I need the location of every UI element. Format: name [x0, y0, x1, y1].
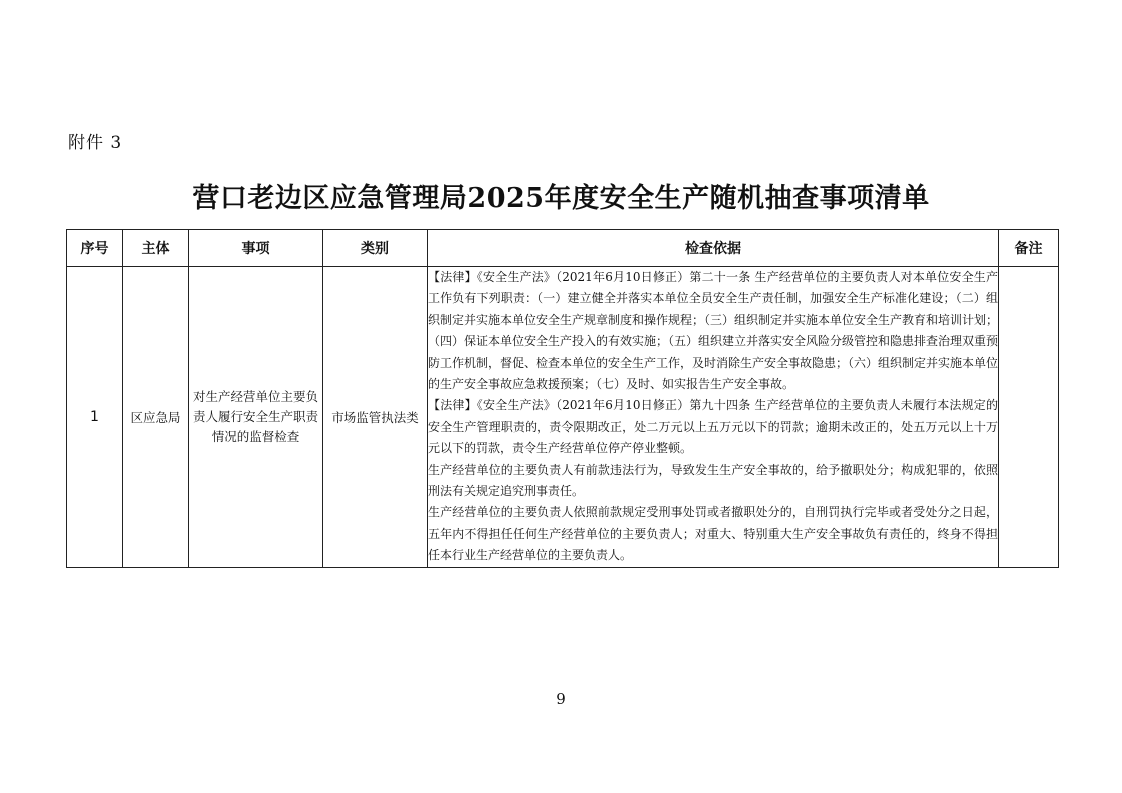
document-title: 营口老边区应急管理局2025年度安全生产随机抽查事项清单 [192, 183, 930, 214]
table-row [67, 267, 1059, 568]
basis-paragraph: 【法律】《安全生产法》（2021年6月10日修正）第二十一条 生产经营单位的主要负责人对本单位安全生产工作负有下列职责：（一）建立健全并落实本单位全员安全生产责任制，加强安全生产标准化建设；（二）组织制定并实施本单位安全生产规章制度和操作规程；（三）组织制定并实施本单位安全生产教育和培训计划；（四）保证本单位安全生产投入的有效实施；（五）组织建立并落实安全风险分级管控和隐患排查治理双重预防工作机制，督促、检查本单位的安全生产工作，及时消除生产安全事故隐患；（六）组织制定并实施本单位的生产安全事故应急救援预案；（七）及时、如实报告生产安全事故。 [428, 270, 999, 392]
row-subject: 区应急局 [123, 267, 189, 568]
header-remarks: 备注 [999, 230, 1059, 267]
header-item: 事项 [189, 230, 323, 267]
page-number: 9 [556, 690, 566, 708]
attachment-label: 附件 3 [68, 133, 123, 153]
row-item: 对生产经营单位主要负责人履行安全生产职责情况的监督检查 [189, 267, 323, 568]
row-remarks [999, 267, 1059, 568]
basis-paragraph: 生产经营单位的主要负责人有前款违法行为，导致发生生产安全事故的，给予撤职处分；构成犯罪的，依照刑法有关规定追究刑事责任。 [428, 462, 998, 499]
header-seq: 序号 [67, 230, 123, 267]
table-header-row [67, 230, 1059, 267]
row-category: 市场监管执法类 [323, 267, 428, 568]
header-category: 类别 [323, 230, 428, 267]
basis-paragraph: 【法律】《安全生产法》（2021年6月10日修正）第九十四条 生产经营单位的主要负责人未履行本法规定的安全生产管理职责的，责令限期改正，处二万元以上五万元以下的罚款；逾期未改正的，处五万元以上十万元以下的罚款，责令生产经营单位停产停业整顿。 [428, 398, 998, 456]
row-seq: 1 [67, 267, 123, 568]
basis-paragraph: 生产经营单位的主要负责人依照前款规定受刑事处罚或者撤职处分的，自刑罚执行完毕或者受处分之日起，五年内不得担任任何生产经营单位的主要负责人；对重大、特别重大生产安全事故负有责任的，终身不得担任本行业生产经营单位的主要负责人。 [428, 505, 998, 563]
row-basis [428, 267, 999, 568]
header-subject: 主体 [123, 230, 189, 267]
header-basis: 检查依据 [428, 230, 999, 267]
inspection-items-table [66, 229, 1059, 568]
